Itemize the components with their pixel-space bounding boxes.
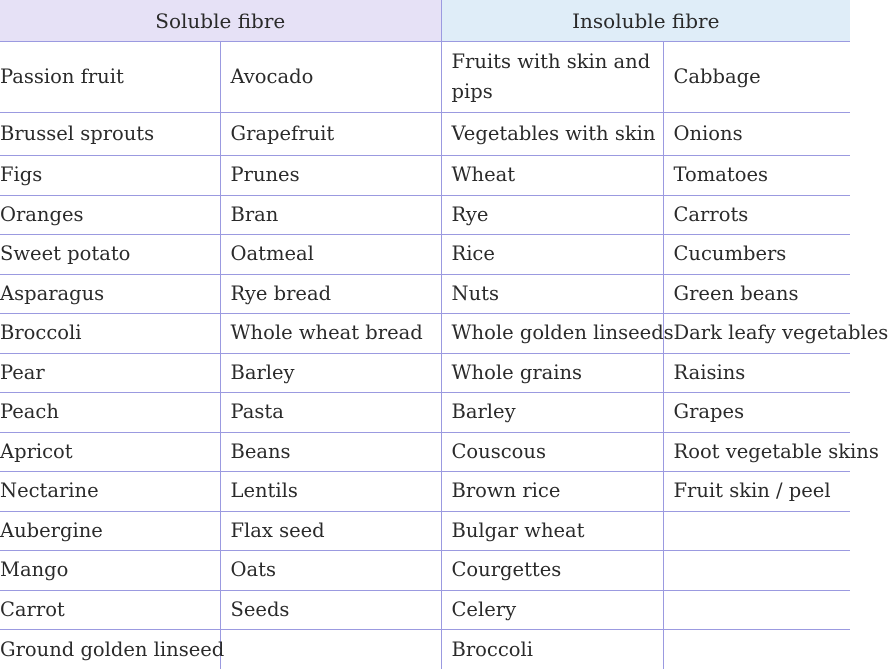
insoluble-cell: Vegetables with skin — [441, 113, 663, 156]
soluble-cell: Carrot — [0, 590, 220, 630]
soluble-cell: Oranges — [0, 195, 220, 235]
insoluble-cell: Onions — [663, 113, 850, 156]
soluble-cell: Prunes — [220, 156, 441, 196]
insoluble-cell: Fruit skin / peel — [663, 472, 850, 512]
table-row — [0, 590, 850, 630]
table-row — [0, 156, 850, 196]
insoluble-cell: Cucumbers — [663, 235, 850, 275]
soluble-cell: Beans — [220, 432, 441, 472]
soluble-cell: Pasta — [220, 393, 441, 433]
table-row — [0, 195, 850, 235]
soluble-cell: Rye bread — [220, 274, 441, 314]
insoluble-cell: Whole golden linseeds — [441, 314, 663, 354]
soluble-cell — [220, 630, 441, 669]
insoluble-cell — [663, 630, 850, 669]
soluble-cell: Brussel sprouts — [0, 113, 220, 156]
table-row — [0, 551, 850, 591]
table-row — [0, 42, 850, 113]
table-header — [0, 0, 850, 42]
insoluble-cell: Grapes — [663, 393, 850, 433]
insoluble-cell: Nuts — [441, 274, 663, 314]
insoluble-cell: Courgettes — [441, 551, 663, 591]
insoluble-cell — [663, 551, 850, 591]
insoluble-cell: Rice — [441, 235, 663, 275]
soluble-cell: Nectarine — [0, 472, 220, 512]
soluble-cell: Ground golden linseed — [0, 630, 220, 669]
insoluble-cell: Broccoli — [441, 630, 663, 669]
soluble-cell: Bran — [220, 195, 441, 235]
table-row — [0, 113, 850, 156]
insoluble-cell: Bulgar wheat — [441, 511, 663, 551]
header-row — [0, 0, 850, 42]
soluble-cell: Whole wheat bread — [220, 314, 441, 354]
soluble-cell: Avocado — [220, 42, 441, 113]
soluble-cell: Seeds — [220, 590, 441, 630]
table-row — [0, 630, 850, 669]
insoluble-cell: Fruits with skin and pips — [441, 42, 663, 113]
table-row — [0, 274, 850, 314]
soluble-fibre-header: Soluble fibre — [0, 0, 441, 42]
insoluble-cell: Barley — [441, 393, 663, 433]
table-row — [0, 353, 850, 393]
table-row — [0, 235, 850, 275]
table-body — [0, 42, 850, 669]
insoluble-cell: Carrots — [663, 195, 850, 235]
insoluble-cell: Rye — [441, 195, 663, 235]
soluble-cell: Pear — [0, 353, 220, 393]
soluble-cell: Lentils — [220, 472, 441, 512]
soluble-cell: Sweet potato — [0, 235, 220, 275]
soluble-cell: Oats — [220, 551, 441, 591]
table-row — [0, 432, 850, 472]
insoluble-cell: Cabbage — [663, 42, 850, 113]
soluble-cell: Passion fruit — [0, 42, 220, 113]
insoluble-cell: Tomatoes — [663, 156, 850, 196]
insoluble-cell: Wheat — [441, 156, 663, 196]
insoluble-cell: Root vegetable skins — [663, 432, 850, 472]
table-row — [0, 511, 850, 551]
soluble-cell: Oatmeal — [220, 235, 441, 275]
soluble-cell: Aubergine — [0, 511, 220, 551]
table-row — [0, 472, 850, 512]
insoluble-cell: Green beans — [663, 274, 850, 314]
table-row — [0, 314, 850, 354]
soluble-cell: Peach — [0, 393, 220, 433]
soluble-cell: Grapefruit — [220, 113, 441, 156]
insoluble-cell: Brown rice — [441, 472, 663, 512]
insoluble-cell: Celery — [441, 590, 663, 630]
soluble-cell: Mango — [0, 551, 220, 591]
soluble-cell: Broccoli — [0, 314, 220, 354]
soluble-cell: Flax seed — [220, 511, 441, 551]
insoluble-cell: Whole grains — [441, 353, 663, 393]
soluble-cell: Figs — [0, 156, 220, 196]
soluble-cell: Barley — [220, 353, 441, 393]
table-row — [0, 393, 850, 433]
insoluble-cell: Couscous — [441, 432, 663, 472]
insoluble-cell: Raisins — [663, 353, 850, 393]
insoluble-cell: Dark leafy vegetables — [663, 314, 850, 354]
soluble-cell: Apricot — [0, 432, 220, 472]
insoluble-cell — [663, 511, 850, 551]
insoluble-cell — [663, 590, 850, 630]
soluble-cell: Asparagus — [0, 274, 220, 314]
insoluble-fibre-header: Insoluble fibre — [441, 0, 850, 42]
